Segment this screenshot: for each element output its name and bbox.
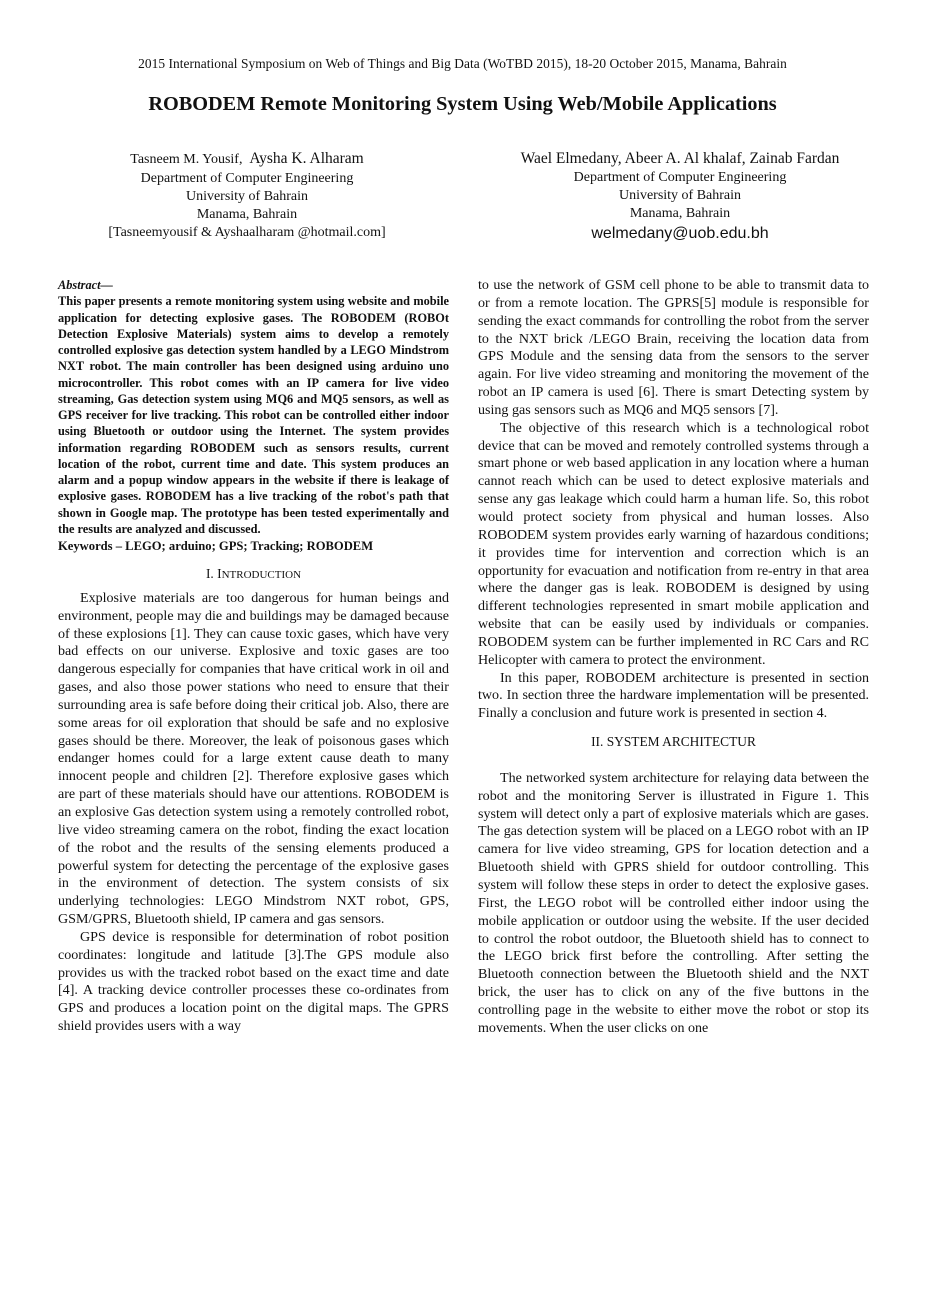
author-university-right: University of Bahrain bbox=[618, 188, 742, 203]
architecture-paragraph-1: The networked system architecture for relaying data between the robot and the monitoring Server is illustrated in Figure 1. This system will detect only a part of explosive materials which are gases. The gas detection system will be placed on a LEGO robot with an IP camera for live video streaming, GPS for location detection and a Bluetooth shield with GPRS shield for outdoor controlling. This system will follow these steps in order to detect the explosive gases. First, the LEGO robot will be controlled either indoor using the mobile application or outdoor using the website. If the user decided to control the robot outdoor, the Bluetooth shield has to connect to the LEGO brick first before the controlling. After setting the Bluetooth connection between the Bluetooth shield and the NXT brick, the user has to click on any of the five buttons in the controlling page in the website to either move the robot or stop its movements. When the user clicks on one bbox=[478, 769, 869, 1036]
author-email-left: [Tasneemyousif & Ayshaalharam @hotmail.com] bbox=[108, 225, 386, 240]
left-column bbox=[58, 277, 449, 1036]
intro-paragraph-4: The objective of this research which is a technological robot device that can be moved and remotely controlled systems through a smart phone or web based application in any location where a human cannot reach which can be used to detect explosive materials and sense any gas leakage which could harm a human life. So, this robot would protect society from physical and human losses. Also ROBODEM system provides early warning of hazardous conditions; it provides time for intervention and correction which is an opportunity for evacuation and notification from re-entry in that area where the danger gas is leak. ROBODEM is designed by using different technologies represented in smart mobile application and website that can be easily used by individuals or companies. ROBODEM system can be further implemented in RC Cars and RC Helicopter with camera to protect the environment. bbox=[478, 419, 869, 668]
author-university-left: University of Bahrain bbox=[185, 189, 309, 204]
author-dept-right: Department of Computer Engineering bbox=[573, 170, 787, 185]
right-column bbox=[478, 277, 869, 1038]
author-block-left bbox=[59, 149, 435, 242]
abstract bbox=[58, 277, 449, 537]
author-block-right bbox=[489, 149, 871, 245]
intro-paragraph-2: GPS device is responsible for determination of robot position coordinates: longitude and latitude [3].The GPS module also provides us with the tracked robot based on the exact time and date [4]. A tracking device controller processes these co-ordinates from GPS and produces a location point on the digital maps. The GPRS shield provides users with a way bbox=[58, 928, 449, 1035]
intro-paragraph-1: Explosive materials are too dangerous for human beings and environment, people may die and buildings may be damaged because of these explosions [1]. They can cause toxic gases, which have very bad effects on our universe. Explosive and toxic gases are too dangerous especially for companies that have critical work in oil and gases, and also those power stations who need to ensure that their surrounding area is safe before doing their critical job. Also, there are some areas for oil exploration that should be safe and no explosive gases should be there. Moreover, the leak of poisonous gases which endanger homes could for a large extent cause death to many innocent people and children [2]. Therefore explosive gases which are part of these materials should have our attentions. ROBODEM is an explosive Gas detection system using a remotely controlled robot, live video streaming camera on the robot, finding the exact location of the robot and the results of the sensing elements produced a powerful system for detecting the percentage of the explosive gases in the environment of detection. The system consists of six underlying technologies: LEGO Mindstrom NXT robot, GPS, GSM/GPRS, Bluetooth shield, IP camera and gas sensors. bbox=[58, 589, 449, 928]
paper-title: ROBODEM Remote Monitoring System Using Web/Mobile Applications bbox=[148, 93, 777, 115]
abstract-label: Abstract— bbox=[58, 278, 113, 292]
conference-header: 2015 International Symposium on Web of Things and Big Data (WoTBD 2015), 18-20 October 2015, Manama, Bahrain bbox=[138, 56, 787, 71]
abstract-text: This paper presents a remote monitoring system using website and mobile application for detecting explosive gases. The ROBODEM (ROBOt Detection Explosive Materials) system aims to develop a remotely controlled explosive gas detection system handled by a LEGO Mindstrom NXT robot. The main controller has been designed using arduino uno microcontroller. This robot comes with an IP camera for live video streaming, Gas detection system using MQ6 and MQ5 sensors, as well as GPS receiver for live tracking. This robot can be controlled either indoor using Bluetooth or outdoor using the Internet. The system provides information regarding ROBODEM such as sensors results, current location of the robot, current time and date. This system produces an alarm and a popup window appears in the website if there is leakage of explosive gases. ROBODEM has a live tracking of the robot's path that shown in Google map. The prototype has been tested experimentally and the results are analyzed and discussed. bbox=[58, 294, 449, 536]
author-names-right: Wael Elmedany, Abeer A. Al khalaf, Zainab Fardan bbox=[520, 150, 840, 167]
section-heading-architecture: II. SYSTEM ARCHITECTUR bbox=[591, 734, 756, 750]
intro-paragraph-3: to use the network of GSM cell phone to be able to transmit data to or from a remote location. The GPRS[5] module is responsible for sending the exact commands for controlling the robot from the server to the NXT brick /LEGO Brain, receiving the location data from GPS Module and the sensing data from the sensors to the server again. For live video streaming and monitoring the movement of the robot an IP camera is used [6]. There is smart Detecting system by using gas sensors such as MQ6 and MQ5 sensors [7]. bbox=[478, 277, 869, 418]
author-dept-left: Department of Computer Engineering bbox=[140, 171, 354, 186]
author-names-left: Tasneem M. Yousif, Aysha K. Alharam bbox=[130, 150, 364, 167]
section-heading-introduction: I. INTRODUCTION bbox=[205, 566, 302, 581]
keywords: Keywords – LEGO; arduino; GPS; Tracking; ROBODEM bbox=[58, 539, 374, 553]
author-location-left: Manama, Bahrain bbox=[196, 207, 298, 222]
intro-paragraph-5: In this paper, ROBODEM architecture is presented in section two. In section three the hardware implementation will be presented. Finally a conclusion and future work is presented in section 4. bbox=[478, 669, 869, 722]
author-email-right: welmedany@uob.edu.bh bbox=[591, 225, 769, 242]
author-location-right: Manama, Bahrain bbox=[629, 206, 731, 221]
